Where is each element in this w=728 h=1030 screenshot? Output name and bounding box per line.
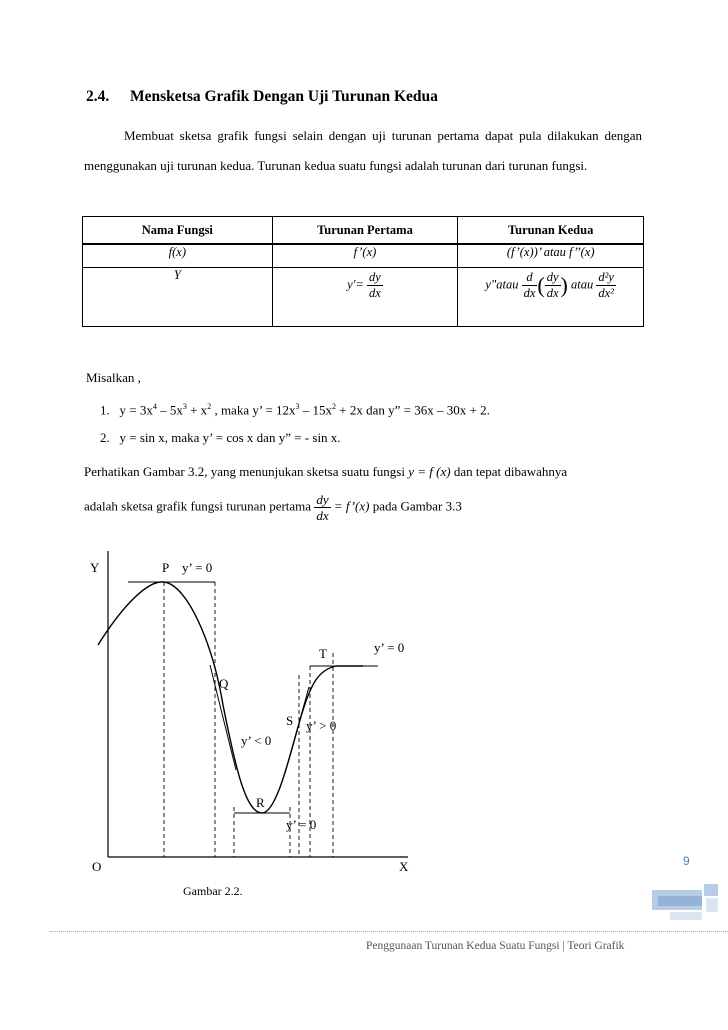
page-number: 9 [683, 854, 690, 868]
fraction-numerator: d [522, 270, 538, 286]
text-part: dan tepat dibawahnya [450, 464, 568, 479]
label-q: y’ < 0 [241, 733, 272, 748]
text-part: Perhatikan Gambar 3.2, yang menunjukan sketsa suatu fungsi [84, 464, 409, 479]
function-sketch [78, 545, 438, 880]
point-s: S [286, 713, 294, 728]
eq-exponent: 3 [295, 402, 300, 411]
footer-divider [50, 931, 728, 932]
point-r: R [256, 795, 265, 810]
function-curve [98, 582, 363, 813]
paragraph-line-1 [84, 464, 567, 480]
first-derivative-prefix: y'= [347, 277, 364, 292]
function-symbol: Y [173, 268, 181, 282]
label-t: y’ = 0 [374, 640, 405, 655]
atau-word: atau [570, 277, 594, 292]
misalkan-label: Misalkan , [86, 370, 141, 385]
label-r: y’ = 0 [286, 817, 317, 832]
page-footer: Penggunaan Turunan Kedua Suatu Fungsi | Teori Grafik [366, 940, 625, 952]
d-dx-fraction [522, 270, 538, 301]
table-header-cell: Turunan Kedua [458, 217, 644, 245]
section-heading [86, 88, 438, 106]
function-notation: = f’(x) [330, 498, 370, 514]
table-row [83, 268, 644, 327]
table-cell [272, 268, 458, 327]
table-header-cell: Nama Fungsi [83, 217, 273, 245]
section-number: 2.4. [86, 88, 110, 105]
example-item-1 [100, 402, 490, 418]
eq-part: , maka y’ = 12x [211, 402, 296, 418]
d2y-dx2-fraction [596, 270, 616, 301]
label-s: y’ > 0 [306, 718, 337, 733]
fraction-numerator: dy [546, 270, 559, 284]
eq-exponent: 3 [182, 402, 187, 411]
function-notation: y = f (x) [408, 464, 451, 479]
dy-dx-fraction [367, 270, 383, 301]
label-p: y’ = 0 [182, 560, 213, 575]
eq-part: + 2x dan y” = 36x – 30x + 2. [336, 402, 490, 418]
intro-text: Membuat sketsa grafik fungsi selain dengan uji turunan pertama dapat pula dilakukan dengan menggunakan uji turunan kedua. Turunan kedua suatu fungsi adalah turunan dari turunan fungsi. [84, 128, 642, 173]
derivative-table [82, 216, 644, 327]
table-cell: f’(x) [272, 244, 458, 268]
origin-label: O [92, 859, 102, 874]
fraction-numerator: d²y [598, 270, 614, 284]
text-part: pada Gambar 3.3 [369, 498, 462, 514]
text-part: adalah sketsa grafik fungsi turunan pertama [84, 498, 315, 514]
fraction-denominator: dx [546, 286, 559, 300]
paragraph-line-2 [84, 492, 462, 523]
example-item-2 [100, 430, 341, 446]
table-header-row [83, 217, 644, 245]
figure-caption: Gambar 2.2. [183, 884, 243, 898]
table-cell: f(x) [83, 244, 273, 268]
second-derivative-prefix: y"atau [485, 277, 519, 292]
left-paren: ( [537, 272, 545, 298]
fraction-denominator: dx [523, 286, 536, 300]
example-text: y = sin x, maka y’ = cos x dan y” = - sin x. [119, 430, 341, 445]
eq-exponent: 2 [207, 402, 212, 411]
fraction-numerator: dy [368, 270, 381, 284]
y-axis-label: Y [90, 560, 100, 575]
dy-dx-fraction [545, 270, 561, 301]
eq-part: – 5x [156, 402, 183, 418]
table-cell [83, 268, 273, 327]
section-title: Mensketsa Grafik Dengan Uji Turunan Kedua [130, 88, 438, 105]
fraction-denominator: dx [368, 286, 381, 300]
eq-exponent: 4 [152, 402, 157, 411]
table-cell [458, 268, 644, 327]
intro-paragraph [84, 121, 642, 181]
fraction-numerator: dy [316, 492, 329, 507]
corner-decoration [650, 884, 722, 924]
table-header-cell: Turunan Pertama [272, 217, 458, 245]
point-q: Q [219, 676, 229, 691]
point-p: P [162, 560, 170, 575]
fraction-denominator: dx² [598, 286, 614, 300]
eq-part: + x [186, 402, 208, 418]
eq-exponent: 2 [332, 402, 337, 411]
point-t: T [319, 646, 327, 661]
list-number: 2. [100, 430, 110, 445]
right-paren: ) [560, 272, 568, 298]
list-number: 1. [100, 402, 110, 418]
dy-dx-fraction [314, 492, 330, 523]
table-cell: (f’(x))’ atau f’’(x) [458, 244, 644, 268]
eq-part: y = 3x [119, 402, 153, 418]
table-row [83, 244, 644, 268]
fraction-denominator: dx [316, 508, 329, 523]
eq-part: – 15x [299, 402, 333, 418]
x-axis-label: X [399, 859, 409, 874]
